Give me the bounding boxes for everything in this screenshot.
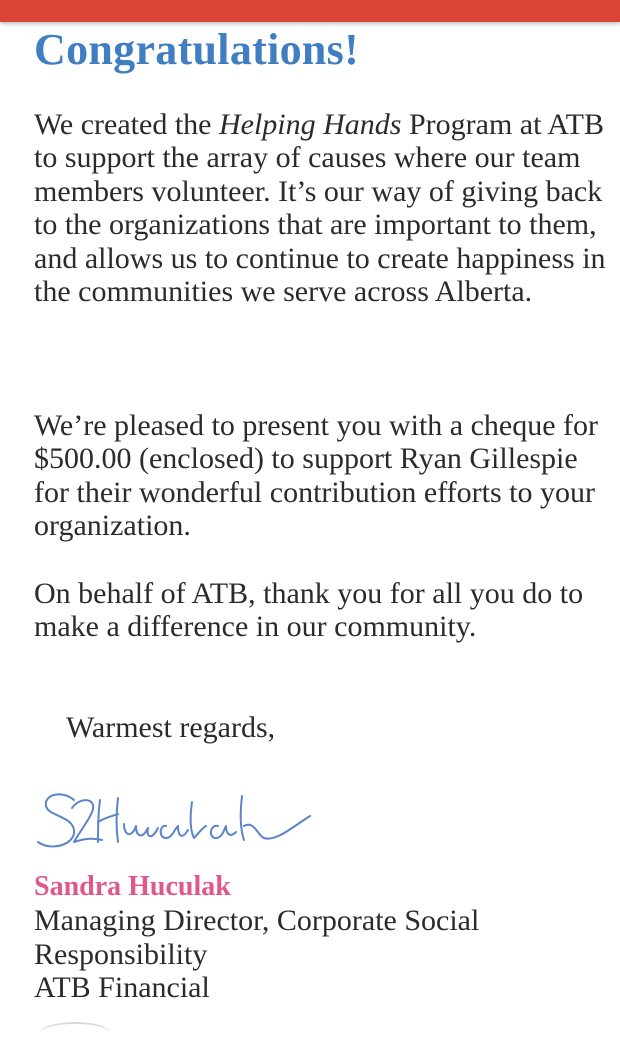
paragraph-thanks: On behalf of ATB, thank you for all you do to make a difference in our community. bbox=[34, 577, 584, 644]
closing-salutation: Warmest regards, bbox=[66, 711, 276, 744]
program-name: Helping Hands bbox=[218, 108, 402, 141]
letter-heading: Congratulations! bbox=[34, 25, 360, 74]
signer-name: Sandra Huculak bbox=[34, 871, 231, 902]
paragraph-intro-rest: Program at ATB to support the array of causes where our team members volunteer. It’s our way of giving back to the organizations that are important to them, and allows us to continue to create happiness in the communities we serve across Alberta. bbox=[34, 108, 606, 309]
paragraph-cheque: We’re pleased to present you with a cheque for $500.00 (enclosed) to support Ryan Gillespie for their wonderful contribution efforts to your organization. bbox=[34, 409, 599, 543]
paragraph-intro-start: We created the bbox=[34, 108, 219, 141]
signer-organization: ATB Financial bbox=[34, 971, 210, 1004]
handwritten-signature bbox=[32, 786, 322, 866]
top-bar bbox=[0, 0, 620, 22]
bottom-button-edge bbox=[40, 1022, 110, 1044]
signer-title: Managing Director, Corporate Social Responsibility bbox=[34, 904, 480, 971]
signer-details bbox=[34, 904, 594, 1005]
paragraph-intro bbox=[34, 108, 609, 308]
